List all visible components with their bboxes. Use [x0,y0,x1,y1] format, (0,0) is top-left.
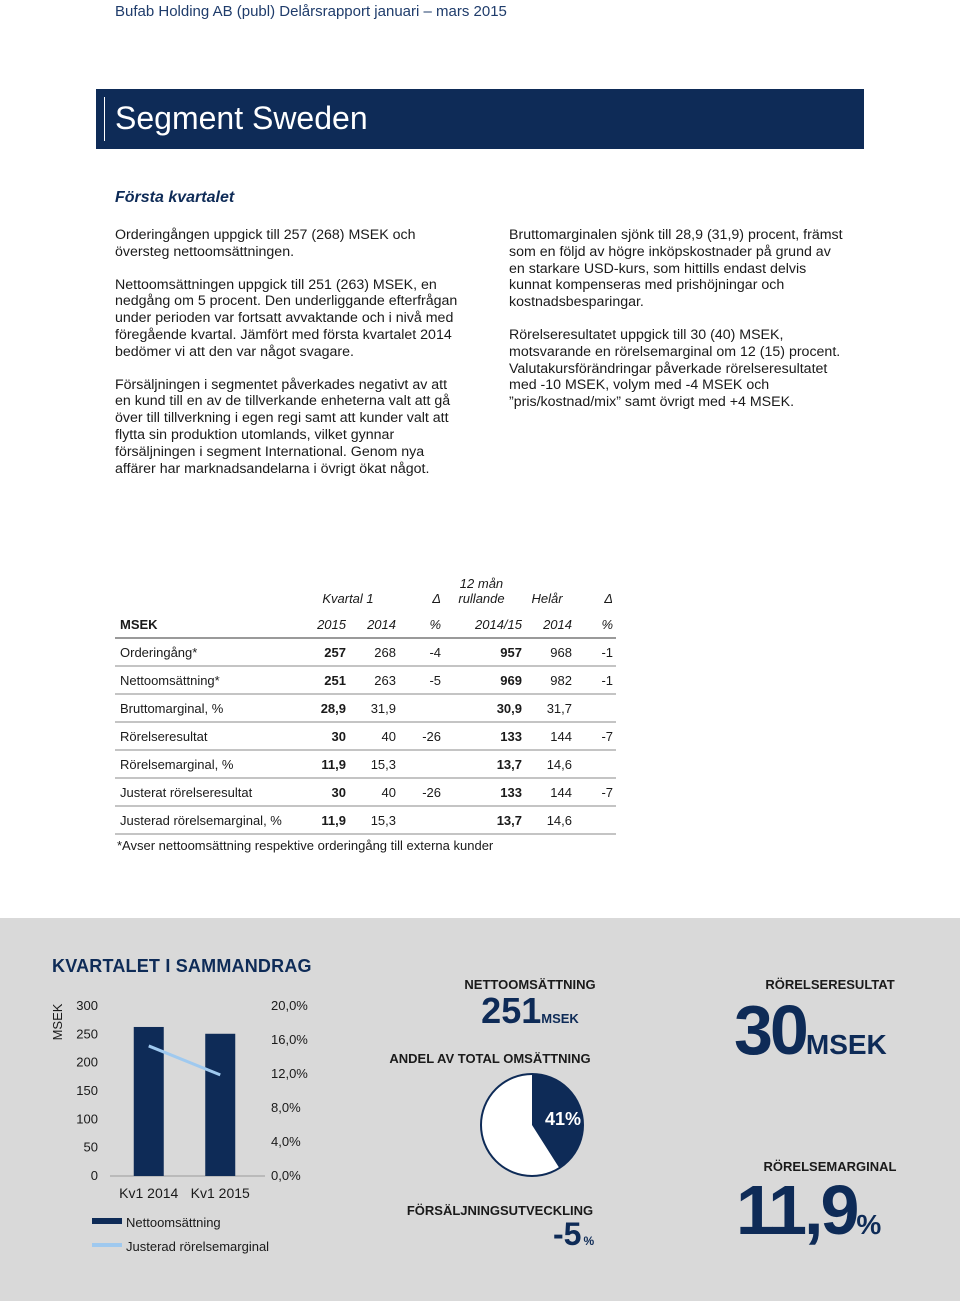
header-2014-15: 2014/15 [441,611,522,638]
table-row: Rörelseresultat 30 40 -26 133 144 -7 [115,722,616,750]
y-tick-label: 150 [76,1083,98,1098]
header-pct: % [396,611,441,638]
paragraph: Orderingången uppgick till 257 (268) MSEK och översteg nettoomsättningen. [115,227,416,260]
share-pie-chart [479,1072,585,1178]
table-sub-header [115,611,616,638]
summary-title: KVARTALET I SAMMANDRAG [52,956,312,976]
bar-net-sales [205,1034,235,1176]
growth-label: FÖRSÄLJNINGSUTVECKLING [406,1203,594,1218]
table-row: Justerat rörelseresultat 30 40 -26 133 144 -7 [115,778,616,806]
chart-ylabel: MSEK [50,1003,65,1041]
legend-label: Nettoomsättning [126,1215,221,1230]
header-rolling-line1: 12 mån [459,576,504,591]
net-sales-label: NETTOOMSÄTTNING [464,977,596,992]
kpi-table [115,572,616,835]
header-2014: 2014 [346,611,396,638]
header-rolling-line2: rullande [458,591,505,606]
y2-tick-label: 16,0% [271,1032,308,1047]
section-subtitle: Första kvartalet [115,189,235,206]
table-row: Orderingång* 257 268 -4 957 968 -1 [115,638,616,666]
paragraph: Bruttomarginalen sjönk till 28,9 (31,9) procent, främst som en följd av högre inköpskostnader på grund av en starkare USD-kurs, som hittills endast delvis kunnat kompenseras med prishöjningar och kostnadsbesparingar. [509,227,843,311]
header-2015: 2015 [300,611,346,638]
legend-swatch-bar [92,1218,122,1224]
banner-divider [104,97,105,141]
y2-tick-label: 0,0% [271,1168,301,1183]
table-row: Nettoomsättning* 251 263 -5 969 982 -1 [115,666,616,694]
legend-label: Justerad rörelsemarginal [126,1239,270,1254]
header-2014-fy: 2014 [522,611,572,638]
header-quarter: Kvartal 1 [322,591,374,606]
x-tick-label: Kv1 2015 [190,1185,250,1201]
y-tick-label: 100 [76,1111,98,1127]
net-sales-value: 251MSEK [481,990,579,1031]
text-column-right [509,227,844,427]
y2-tick-label: 8,0% [271,1100,301,1115]
header-delta: Δ [432,591,441,606]
operating-result-label: RÖRELSERESULTAT [765,977,895,992]
paragraph: Nettoomsättningen uppgick till 251 (263) MSEK, en nedgång om 5 procent. Den underliggande efterfrågan under perioden var fortsatt avvaktande och i nivå med föregående kvartal. Jämfört med första kvartalet 2014 bedömer vi att den var något svagare. [115,276,458,360]
table-row: Bruttomarginal, % 28,9 31,9 30,9 31,7 [115,694,616,722]
operating-margin-label: RÖRELSEMARGINAL [763,1159,897,1174]
segment-banner [96,89,864,149]
operating-result-value: 30MSEK [734,991,887,1069]
legend-swatch-line [92,1243,122,1247]
report-header: Bufab Holding AB (publ) Delårsrapport januari – mars 2015 [115,3,507,20]
growth-value: -5 % [553,1216,595,1252]
paragraph: Försäljningen i segmentet påverkades negativt av att en kund till en av de tillverkande enheterna valt att gå över till tillverkning i egen regi samt att kunder valt att flytta sin produktion utomlands, vilket gynnar försäljningen i segment International. Genom nya affärer har marknadsandelarna i övrigt ökat något. [115,376,451,477]
header-msek: MSEK [115,611,300,638]
header-rolling [441,572,522,611]
table-group-header [115,572,616,611]
chart-x-labels [119,1185,250,1201]
y2-tick-label: 20,0% [271,998,308,1013]
header-pct-fy: % [572,611,616,638]
chart-ticks-left [76,998,98,1183]
header-fullyear: Helår [531,591,563,606]
table-footnote: *Avser nettoomsättning respektive orderingång till externa kunder [117,838,494,853]
page-title: Segment Sweden [115,100,368,136]
y-tick-label: 250 [76,1026,98,1042]
chart-legend [92,1215,269,1254]
operating-margin-value: 11,9% [736,1171,882,1249]
header-delta: Δ [604,591,613,606]
table-row: Rörelsemarginal, % 11,9 15,3 13,7 14,6 [115,750,616,778]
combo-chart [40,990,340,1260]
y2-tick-label: 12,0% [271,1066,308,1081]
x-tick-label: Kv1 2014 [119,1185,179,1201]
y-tick-label: 50 [83,1139,98,1155]
chart-ticks-right [271,998,308,1183]
y-tick-label: 0 [90,1168,98,1183]
table-row: Justerad rörelsemarginal, % 11,9 15,3 13,7 14,6 [115,806,616,834]
y-tick-label: 300 [76,998,98,1013]
y2-tick-label: 4,0% [271,1134,301,1149]
text-column-left [115,227,460,493]
paragraph: Rörelseresultatet uppgick till 30 (40) MSEK, motsvarande en rörelsemarginal om 12 (15) procent. Valutakursförändringar påverkade rörelseresultatet med -10 MSEK, volym med -4 MSEK och ”pris/kostnad/mix” samt övrigt med +4 MSEK. [509,326,841,411]
share-value: 41% [544,1109,582,1129]
share-label: ANDEL AV TOTAL OMSÄTTNING [389,1051,591,1066]
chart-bars [134,1027,236,1176]
y-tick-label: 200 [76,1054,98,1070]
